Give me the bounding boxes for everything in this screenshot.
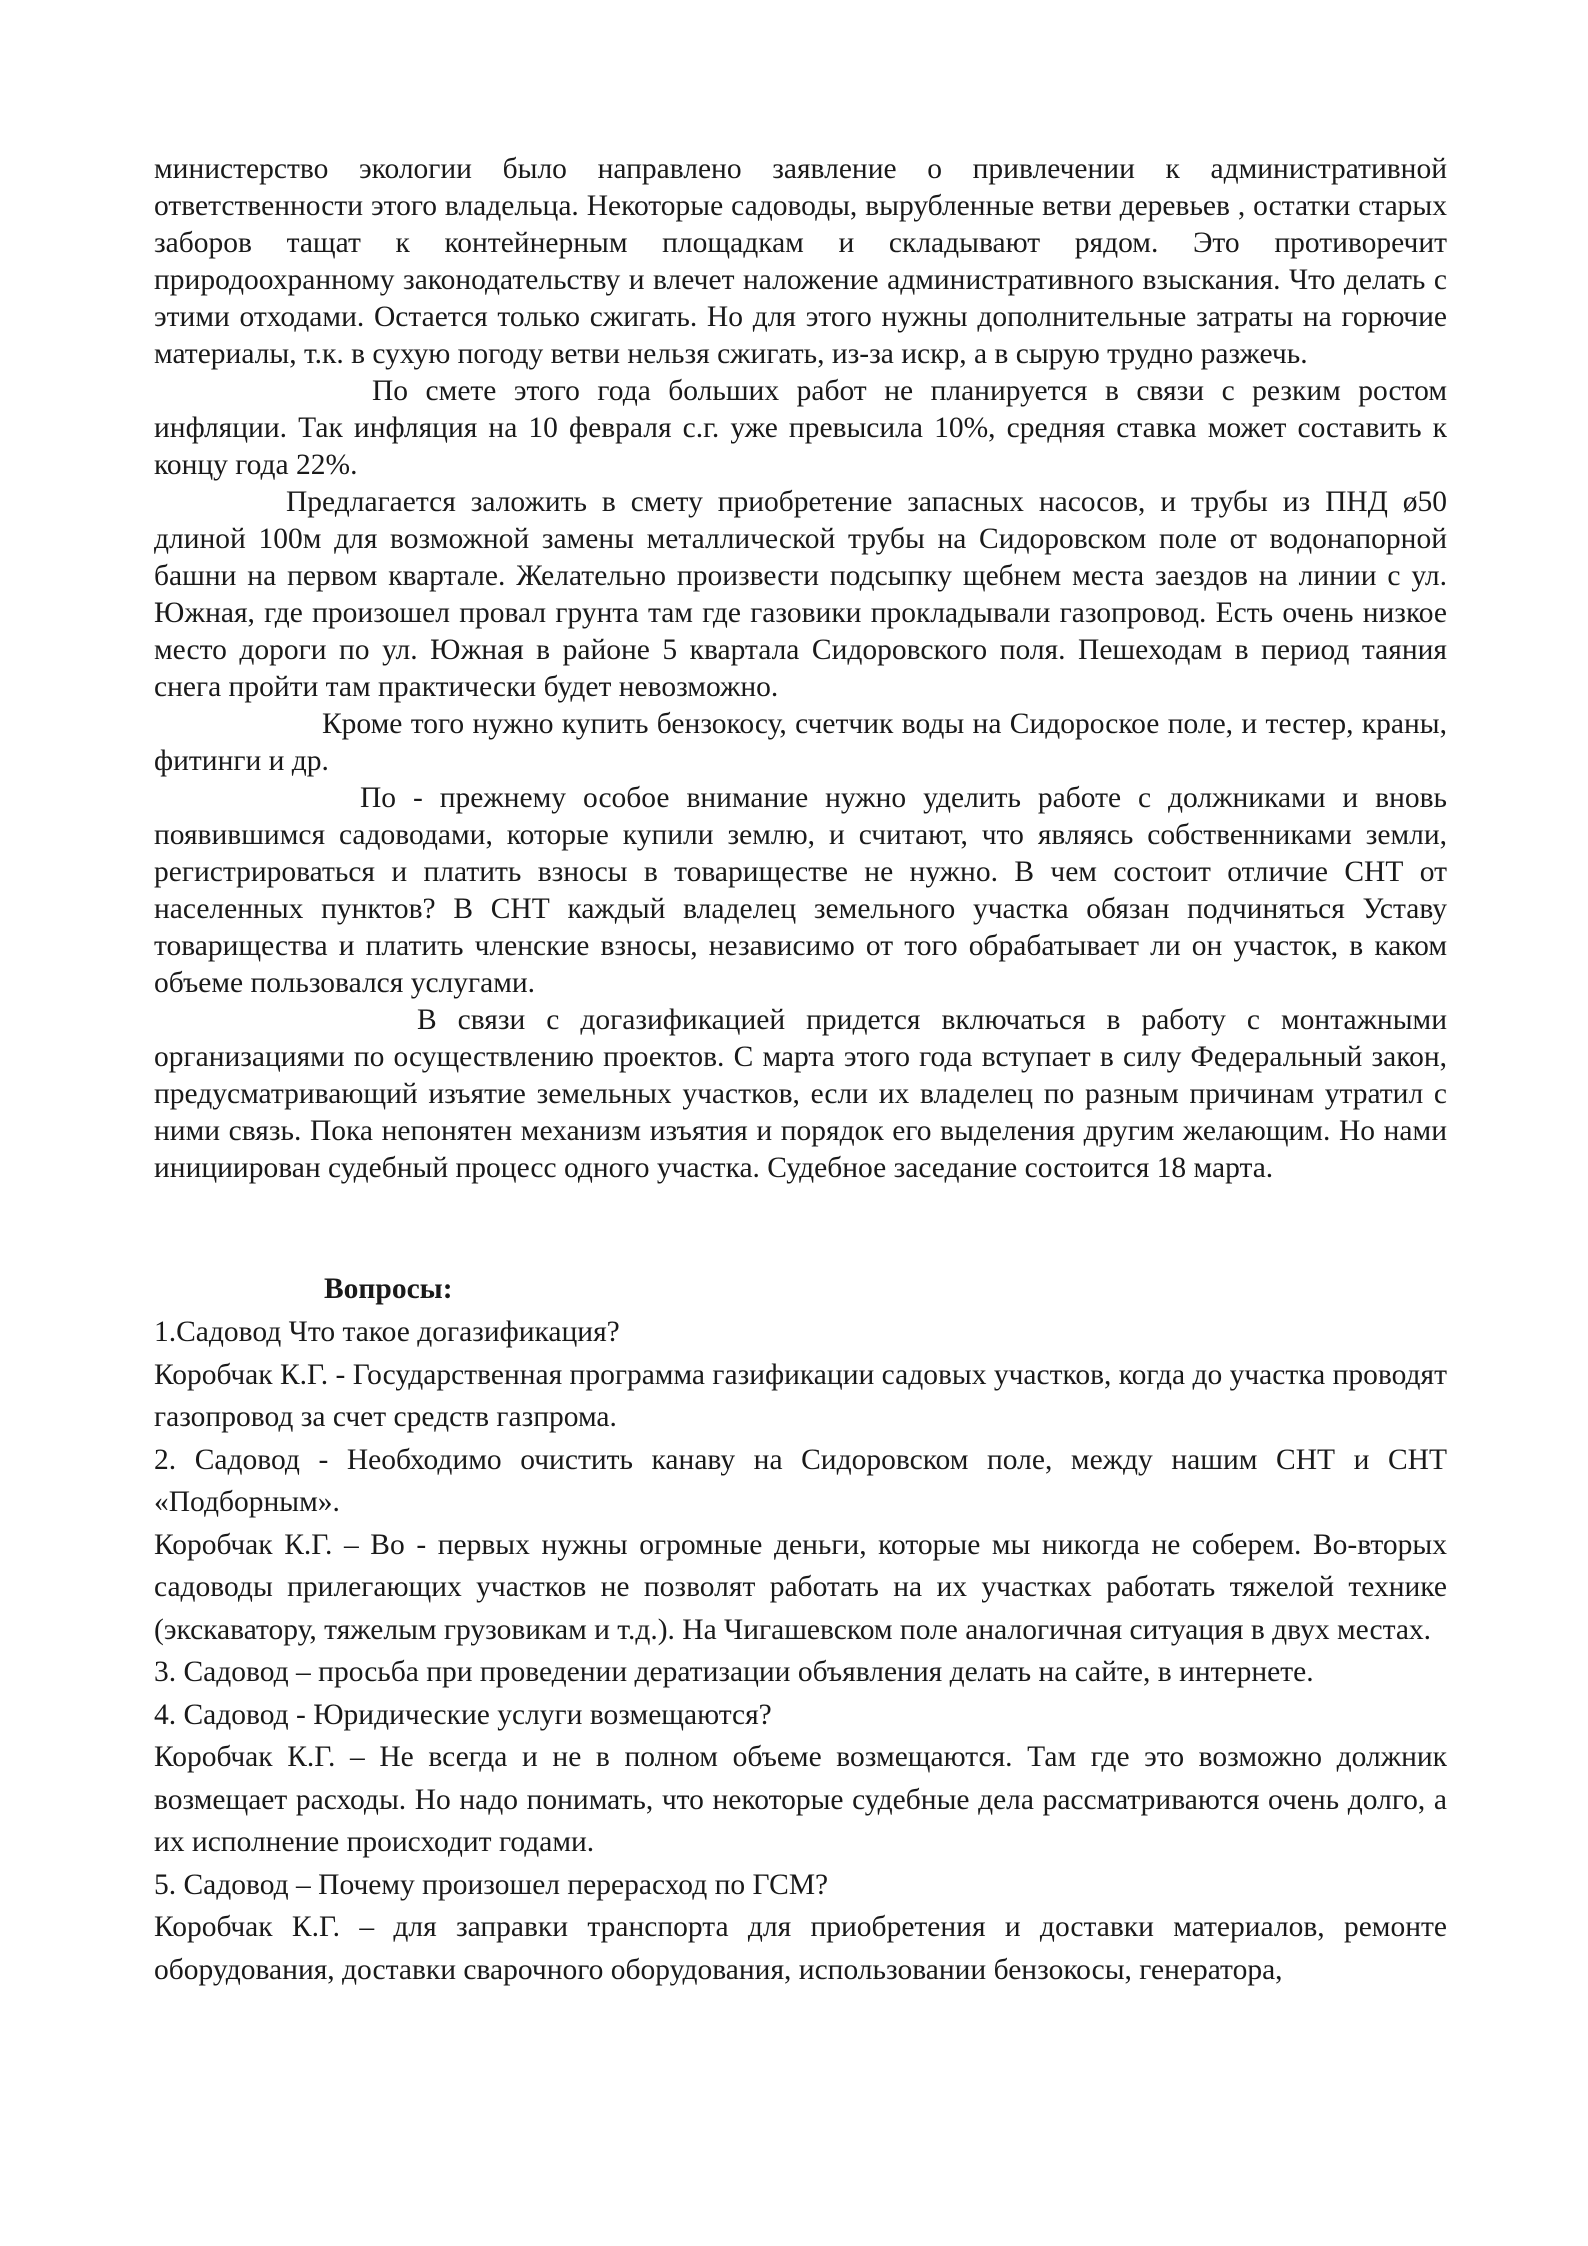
paragraph-debtors: По - прежнему особое внимание нужно уделить работе с должниками и вновь появившимся садоводами, которые купили землю, и считают, что являясь собственниками земли, регистрироваться и платить взносы в товариществе не нужно. В чем состоит отличие СНТ от населенных пунктов? В СНТ каждый владелец земельного участка обязан подчиняться Уставу товарищества и платить членские взносы, независимо от того обрабатывает ли он участок, в каком объеме пользовался услугами.	[154, 782, 1447, 999]
question-4: 4. Садовод - Юридические услуги возмещаются?	[154, 1698, 772, 1731]
question-2: 2. Садовод - Необходимо очистить канаву на Сидоровском поле, между нашим СНТ и СНТ «Подборным».	[154, 1443, 1447, 1518]
answer-2: Коробчак К.Г. – Во - первых нужны огромные деньги, которые мы никогда не соберем. Во-вторых садоводы прилегающих участков не позволят работать на их участках работать тяжелой технике (экскаватору, тяжелым грузовикам и т.д.). На Чигашевском поле аналогичная ситуация в двух местах.	[154, 1528, 1447, 1646]
paragraph-budget: По смете этого года больших работ не планируется в связи с резким ростом инфляции. Так инфляция на 10 февраля с.г. уже превысила 10%, средняя ставка может составить к концу года 22%.	[154, 375, 1447, 481]
answer-1: Коробчак К.Г. - Государственная программа газификации садовых участков, когда до участка проводят газопровод за счет средств газпрома.	[154, 1358, 1447, 1433]
questions-heading: Вопросы:	[324, 1273, 453, 1305]
paragraph-purchases: Кроме того нужно купить бензокосу, счетчик воды на Сидороское поле, и тестер, краны, фитинги и др.	[154, 708, 1447, 777]
questions-list	[154, 1311, 1447, 1991]
answer-4: Коробчак К.Г. – Не всегда и не в полном объеме возмещаются. Там где это возможно должник возмещает расходы. Но надо понимать, что некоторые судебные дела рассматриваются очень долго, а их исполнение происходит годами.	[154, 1741, 1447, 1858]
question-1: 1.Садовод Что такое догазификация?	[154, 1316, 620, 1348]
answer-5: Коробчак К.Г. – для заправки транспорта для приобретения и доставки материалов, ремонте оборудования, доставки сварочного оборудования, использовании бензокосы, генератора,	[154, 1911, 1447, 1986]
paragraph-ecology: министерство экологии было направлено заявление о привлечении к административной ответственности этого владельца. Некоторые садоводы, вырубленные ветви деревьев , остатки старых заборов тащат к контейнерным площадкам и складывают рядом. Это противоречит природоохранному законодательству и влечет наложение административного взыскания. Что делать с этими отходами. Остается только сжигать. Но для этого нужны дополнительные затраты на горючие материалы, т.к. в сухую погоду ветви нельзя сжигать, из-за искр, а в сырую трудно разжечь.	[154, 153, 1447, 370]
paragraph-gasification: В связи с догазификацией придется включаться в работу с монтажными организациями по осуществлению проектов. С марта этого года вступает в силу Федеральный закон, предусматривающий изъятие земельных участков, если их владелец по разным причинам утратил с ними связь. Пока непонятен механизм изъятия и порядок его выделения другим желающим. Но нами инициирован судебный процесс одного участка. Судебное заседание состоится 18 марта.	[154, 1004, 1447, 1184]
question-5: 5. Садовод – Почему произошел перерасход по ГСМ?	[154, 1868, 829, 1901]
report-body	[154, 151, 1447, 1187]
paragraph-proposal: Предлагается заложить в смету приобретение запасных насосов, и трубы из ПНД ø50 длиной 100м для возможной замены металлической трубы на Сидоровском поле от водонапорной башни на первом квартале. Желательно произвести подсыпку щебнем места заездов на линии с ул. Южная, где произошел провал грунта там где газовики прокладывали газопровод. Есть очень низкое место дороги по ул. Южная в районе 5 квартала Сидоровского поля. Пешеходам в период таяния снега пройти там практически будет невозможно.	[154, 486, 1447, 703]
question-3: 3. Садовод – просьба при проведении дератизации объявления делать на сайте, в интернете.	[154, 1656, 1314, 1688]
document-page	[154, 151, 1447, 1991]
